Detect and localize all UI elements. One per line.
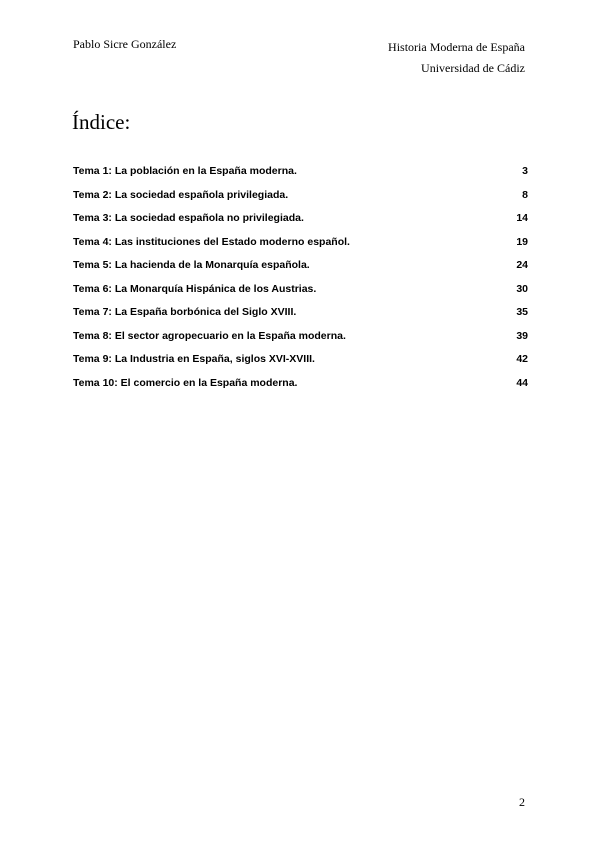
page-number: 2 (519, 795, 525, 809)
toc-entry-title: Tema 2: La sociedad española privilegiada. (73, 188, 289, 201)
toc-entry[interactable] (73, 350, 528, 374)
header-course: Historia Moderna de España (388, 40, 525, 54)
header-author: Pablo Sicre González (73, 37, 177, 51)
toc-entry-page: 35 (516, 306, 528, 318)
toc-entry-page: 42 (516, 353, 528, 365)
toc-entry-title: Tema 10: El comercio en la España moderna. (73, 376, 298, 389)
toc-entry-page: 24 (516, 259, 528, 271)
toc-entry-page: 3 (522, 165, 528, 177)
toc-entry[interactable] (73, 233, 528, 257)
toc-entry-page: 39 (516, 329, 528, 342)
toc-entry-title: Tema 9: La Industria en España, siglos XVI-XVIII. (73, 353, 315, 365)
toc-entry-page: 44 (516, 376, 528, 389)
toc-entry[interactable] (73, 256, 528, 280)
toc-entry[interactable] (73, 186, 528, 210)
toc-entry-title: Tema 4: Las instituciones del Estado moderno español. (73, 235, 350, 248)
toc-entry-title: Tema 6: La Monarquía Hispánica de los Austrias. (73, 282, 317, 295)
header-right-block (388, 37, 525, 79)
toc-entry[interactable] (73, 209, 528, 233)
toc-entry-page: 14 (516, 212, 528, 224)
toc-entry-title: Tema 7: La España borbónica del Siglo XVIII. (73, 306, 297, 318)
table-of-contents (73, 162, 528, 397)
toc-entry-page: 8 (522, 188, 528, 201)
toc-entry-title: Tema 1: La población en la España moderna. (73, 165, 297, 177)
toc-entry-page: 19 (516, 235, 528, 248)
toc-entry-page: 30 (516, 282, 528, 295)
toc-entry-title: Tema 5: La hacienda de la Monarquía española. (73, 259, 310, 271)
toc-entry[interactable] (73, 303, 528, 327)
toc-entry[interactable] (73, 374, 528, 398)
toc-entry-title: Tema 8: El sector agropecuario en la España moderna. (73, 329, 346, 342)
toc-entry-title: Tema 3: La sociedad española no privilegiada. (73, 212, 304, 224)
index-title: Índice: (72, 110, 131, 134)
toc-entry[interactable] (73, 162, 528, 186)
toc-entry[interactable] (73, 327, 528, 351)
toc-entry[interactable] (73, 280, 528, 304)
header-university: Universidad de Cádiz (421, 61, 525, 75)
